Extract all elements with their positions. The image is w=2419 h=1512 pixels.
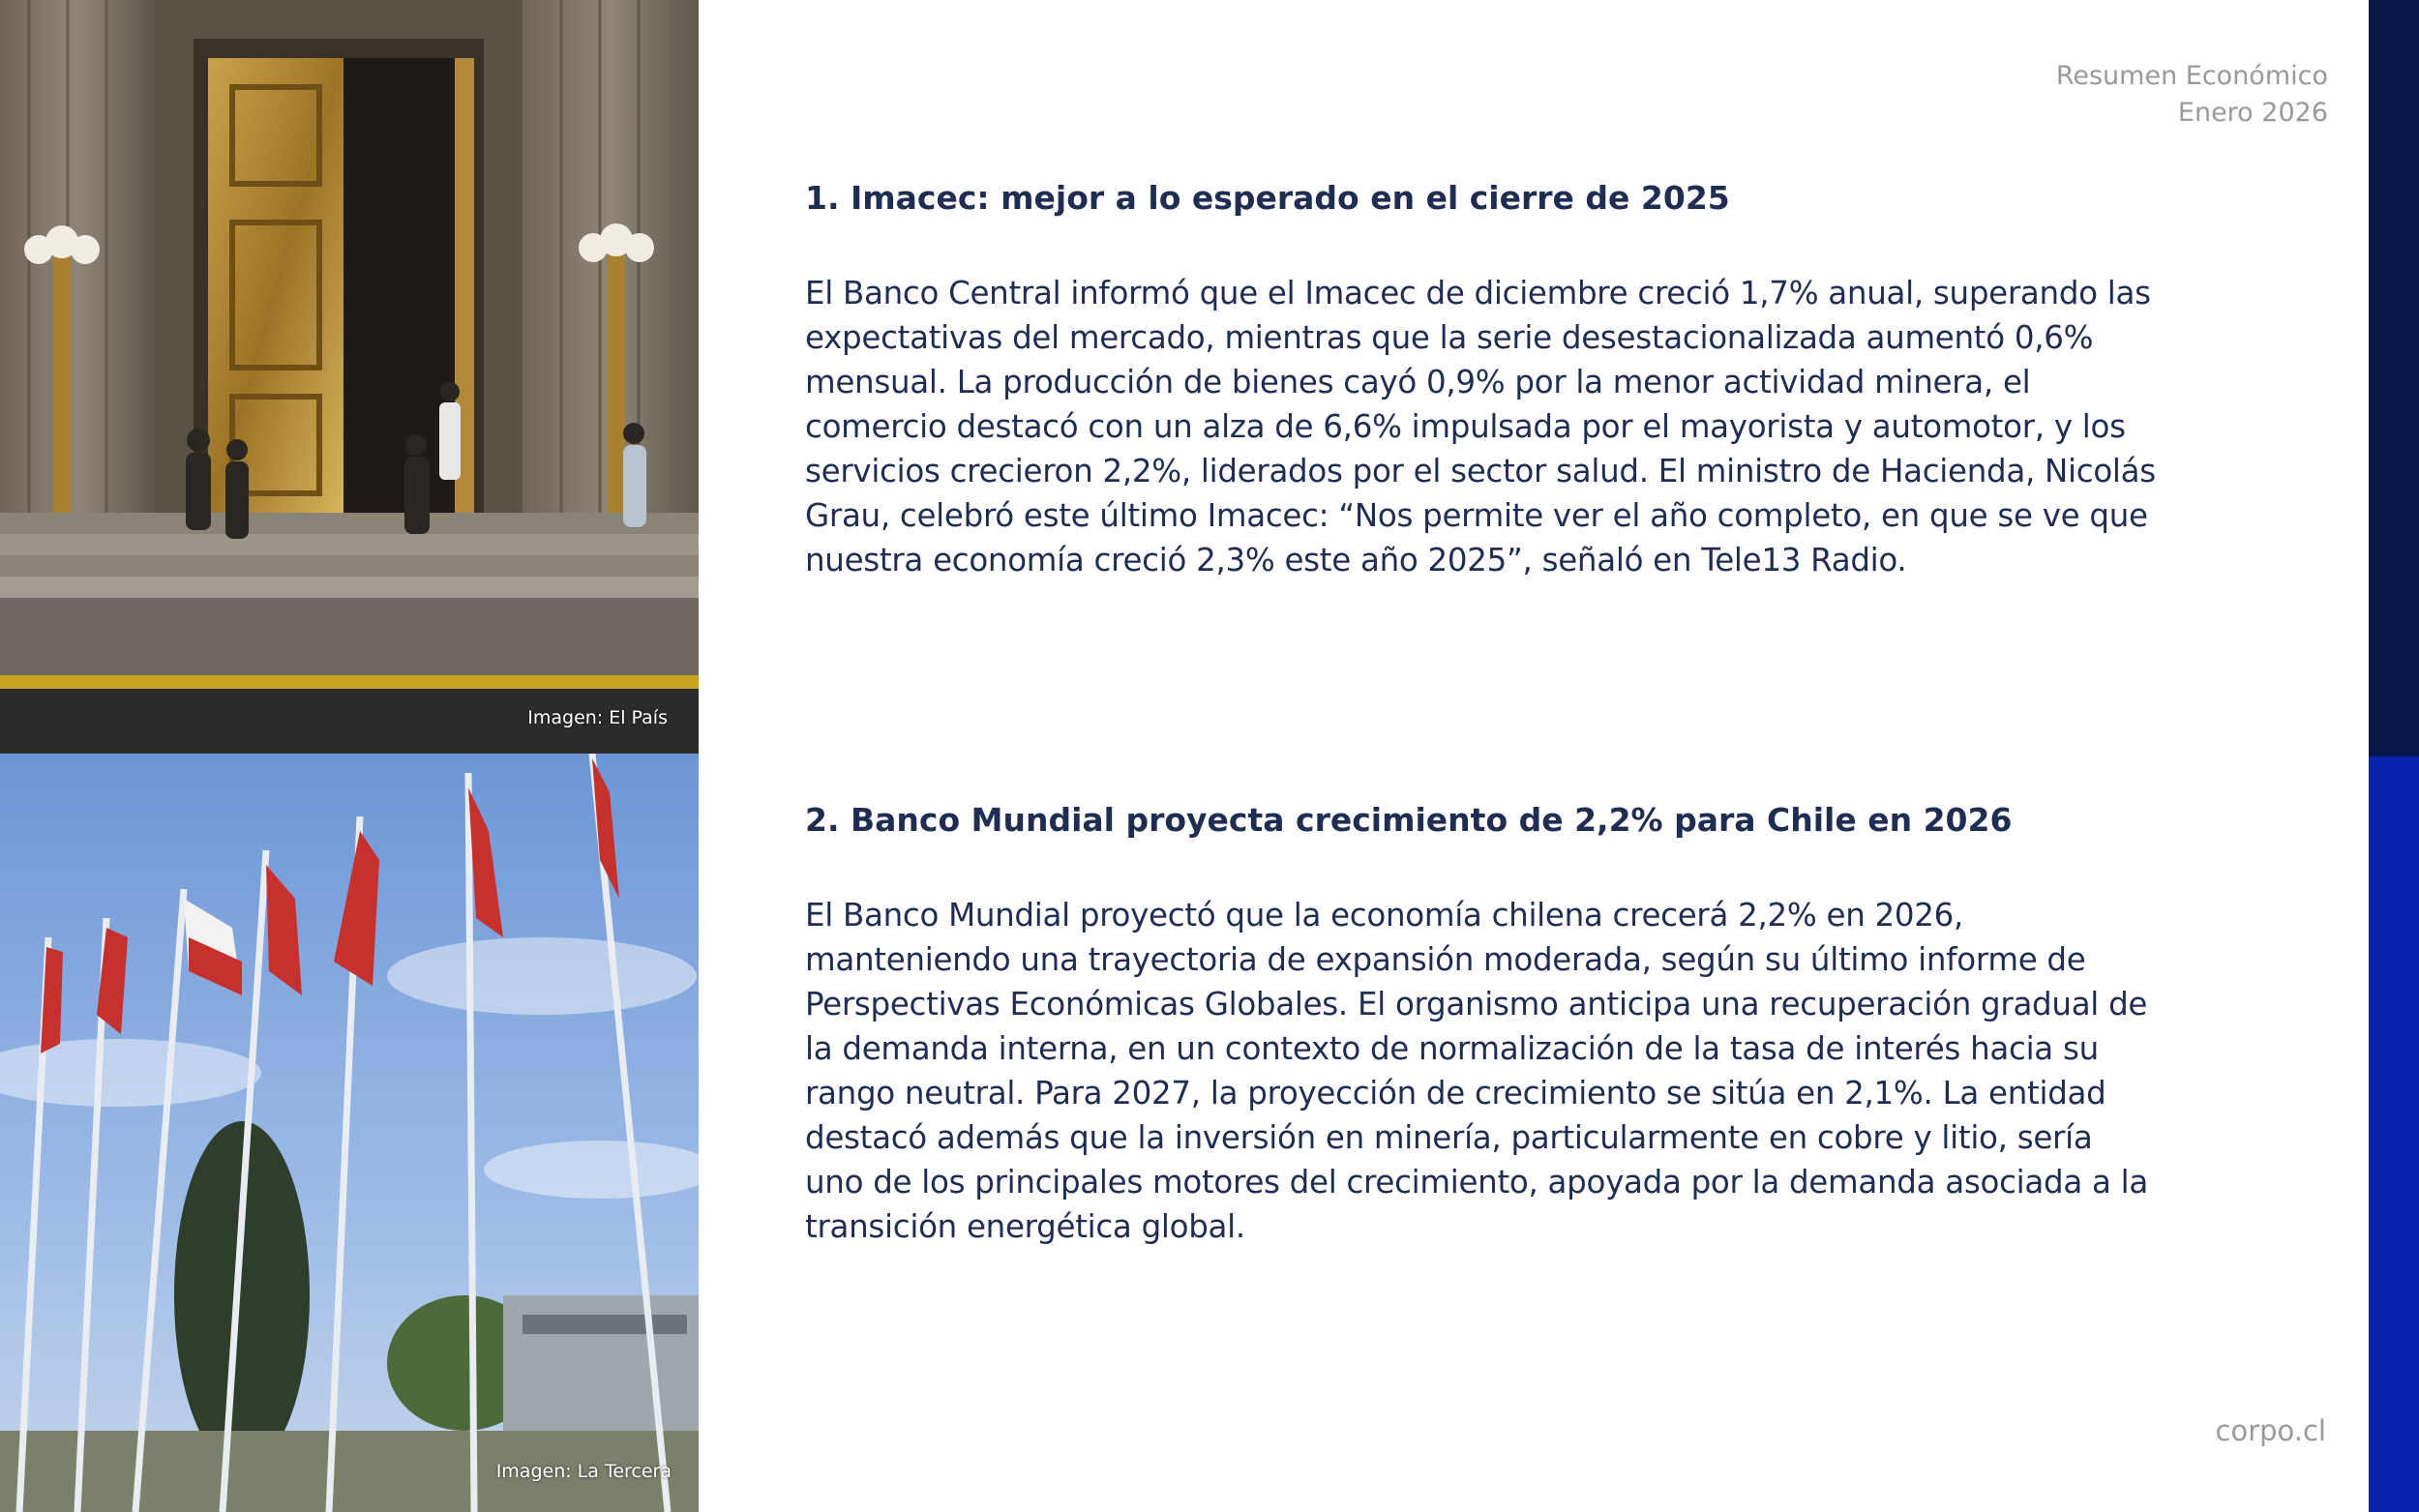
section-title: 2. Banco Mundial proyecta crecimiento de 2,2% para Chile en 2026 xyxy=(805,801,2013,839)
report-date: Enero 2026 xyxy=(2177,98,2328,128)
building-illustration xyxy=(0,0,699,754)
photo-building-entrance xyxy=(0,0,699,754)
accent-stripe-top xyxy=(2369,0,2419,756)
photo-flags xyxy=(0,754,699,1512)
flags-illustration xyxy=(0,754,699,1512)
section-body: El Banco Mundial proyectó que la economía chilena crecerá 2,2% en 2026, manteniendo una trayectoria de expansión moderada, según su último informe de Perspectivas Económicas Globales. El organismo anticipa una recuperación gradual de la demanda interna, en un contexto de normalización de la tasa de interés hacia su rango neutral. Para 2027, la proyección de crecimiento se sitúa en 2,1%. La entidad destacó además que la inversión en minería, particularmente en cobre y litio, sería uno de los principales motores del crecimiento, apoyada por la demanda asociada a la transición energética global. xyxy=(805,897,2148,1245)
image-credit: Imagen: La Tercera xyxy=(495,1461,672,1482)
accent-stripe-bottom xyxy=(2369,756,2419,1512)
section-body: El Banco Central informó que el Imacec de diciembre creció 1,7% anual, superando las expectativas del mercado, mientras que la serie desestacionalizada aumentó 0,6% mensual. La producción de bienes cayó 0,9% por la menor actividad minera, el comercio destacó con un alza de 6,6% impulsada por el mayorista y automotor, y los servicios crecieron 2,2%, liderados por el sector salud. El ministro de Hacienda, Nicolás Grau, celebró este último Imacec: “Nos permite ver el año completo, en que se ve que nuestra economía creció 2,3% este año 2025”, señaló en Tele13 Radio. xyxy=(805,275,2156,578)
report-header xyxy=(2056,58,2328,132)
news-section-banco-mundial xyxy=(805,798,2160,1249)
report-title: Resumen Económico xyxy=(2055,61,2328,91)
footer-site-link[interactable]: corpo.cl xyxy=(2215,1414,2326,1447)
image-credit: Imagen: El País xyxy=(527,707,668,728)
section-title: 1. Imacec: mejor a lo esperado en el cierre de 2025 xyxy=(805,179,1730,217)
news-section-imacec xyxy=(805,176,2160,582)
